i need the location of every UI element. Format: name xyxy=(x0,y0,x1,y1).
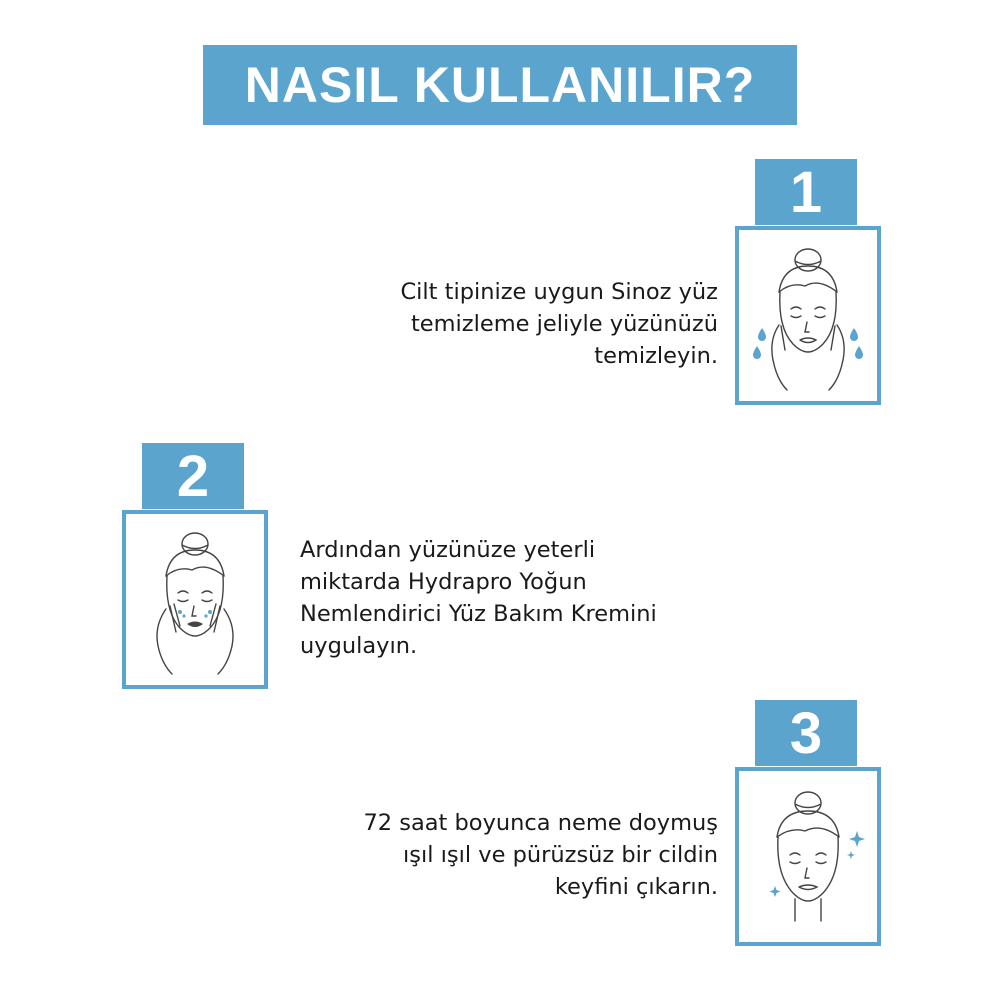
step-2-number: 2 xyxy=(142,443,244,509)
step-1-illustration-frame xyxy=(735,226,881,405)
step-1-number: 1 xyxy=(755,159,857,225)
step-2-text xyxy=(300,534,657,662)
step-1-line-1: Cilt tipinize uygun Sinoz yüz xyxy=(400,279,718,305)
step-3-line-1: 72 saat boyunca neme doymuş xyxy=(363,810,718,836)
step-3-number: 3 xyxy=(755,700,857,766)
face-glowing-icon xyxy=(739,771,877,942)
step-3-illustration-frame xyxy=(735,767,881,946)
title-banner xyxy=(203,45,797,125)
step-1-text xyxy=(400,276,718,372)
step-2-line-1: Ardından yüzünüze yeterli xyxy=(300,537,596,563)
page-title: NASIL KULLANILIR? xyxy=(244,57,756,113)
step-3-line-2: ışıl ışıl ve pürüzsüz bir cildin xyxy=(403,842,718,868)
step-2-line-3: Nemlendirici Yüz Bakım Kremini xyxy=(300,601,657,627)
step-2-line-4: uygulayın. xyxy=(300,633,418,659)
step-3-text xyxy=(363,807,718,903)
step-1-line-3: temizleyin. xyxy=(594,343,718,369)
face-washing-icon xyxy=(739,230,877,401)
step-2-line-2: miktarda Hydrapro Yoğun xyxy=(300,569,587,595)
step-1-line-2: temizleme jeliyle yüzünüzü xyxy=(410,311,718,337)
face-applying-cream-icon xyxy=(126,514,264,685)
step-2-illustration-frame xyxy=(122,510,268,689)
step-3-line-3: keyfini çıkarın. xyxy=(554,874,718,900)
